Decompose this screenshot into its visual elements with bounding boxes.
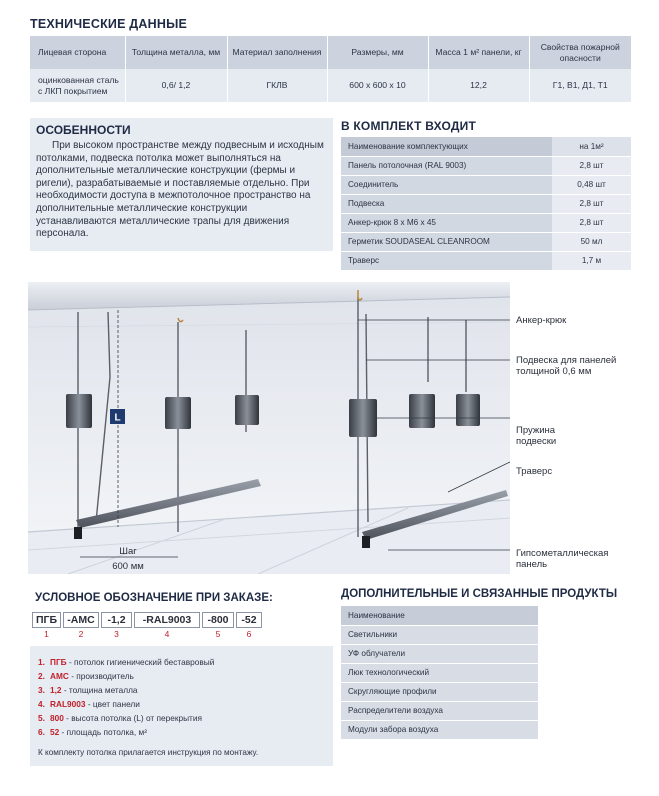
additional-row bbox=[341, 625, 538, 644]
code-number: 5 bbox=[215, 629, 221, 639]
additional-row bbox=[341, 701, 538, 720]
tech-data-row bbox=[30, 69, 631, 102]
spring-4 bbox=[349, 399, 377, 437]
code-cell: -RAL9003 bbox=[134, 612, 200, 628]
spring-5 bbox=[409, 394, 435, 428]
tech-cell: Г1, В1, Д1, Т1 bbox=[529, 69, 631, 102]
kit-row bbox=[341, 156, 631, 175]
additional-products-table bbox=[341, 606, 538, 740]
kit-item-name: Соединитель bbox=[341, 175, 552, 194]
kit-item-name: Подвеска bbox=[341, 194, 552, 213]
kit-item-name: Герметик SOUDASEAL CLEANROOM bbox=[341, 232, 552, 251]
tech-data-table bbox=[30, 36, 631, 102]
tech-header-cell: Размеры, мм bbox=[327, 36, 428, 69]
legend-desc: - площадь потолка, м² bbox=[59, 727, 147, 737]
kit-row bbox=[341, 213, 631, 232]
kit-item-qty: 50 мл bbox=[552, 232, 631, 251]
kit-item-name: Панель потолочная (RAL 9003) bbox=[341, 156, 552, 175]
kit-item-qty: 2,8 шт bbox=[552, 156, 631, 175]
additional-item: УФ облучатели bbox=[341, 644, 538, 663]
kit-header-row bbox=[341, 137, 631, 156]
spring-6 bbox=[456, 394, 480, 426]
tech-header-cell: Лицевая сторона bbox=[30, 36, 125, 69]
kit-item-name: Анкер-крюк 8 х М6 х 45 bbox=[341, 213, 552, 232]
tech-cell: 0,6/ 1,2 bbox=[125, 69, 227, 102]
callout-panel: Гипсометаллическая панель bbox=[516, 548, 609, 570]
code-number: 2 bbox=[78, 629, 84, 639]
additional-header-row bbox=[341, 606, 538, 625]
code-cell: -52 bbox=[236, 612, 262, 628]
additional-item: Светильники bbox=[341, 625, 538, 644]
legend-desc: - высота потолка (L) от перекрытия bbox=[63, 713, 202, 723]
legend-num: 5. bbox=[38, 713, 45, 723]
kit-table bbox=[341, 137, 631, 271]
legend-num: 1. bbox=[38, 657, 45, 667]
height-label: L bbox=[114, 412, 121, 424]
legend-num: 6. bbox=[38, 727, 45, 737]
kit-item-name: Траверс bbox=[341, 251, 552, 270]
callout-traverse: Траверс bbox=[516, 466, 553, 477]
tech-data-title: ТЕХНИЧЕСКИЕ ДАННЫЕ bbox=[30, 17, 188, 31]
additional-item: Люк технологический bbox=[341, 663, 538, 682]
legend-key: ПГБ bbox=[50, 657, 67, 667]
legend-num: 4. bbox=[38, 699, 45, 709]
legend-num: 3. bbox=[38, 685, 45, 695]
legend-key: 1,2 bbox=[50, 685, 62, 695]
additional-header: Наименование bbox=[341, 606, 538, 625]
spring-2 bbox=[165, 397, 191, 429]
legend-item bbox=[38, 657, 214, 667]
ceiling-illustration bbox=[28, 282, 510, 574]
code-number: 3 bbox=[114, 629, 119, 639]
legend-key: АМС bbox=[50, 671, 69, 681]
code-number: 4 bbox=[164, 629, 170, 639]
tech-header-cell: Свойства пожарной опасности bbox=[529, 36, 631, 69]
kit-item-qty: 2,8 шт bbox=[552, 194, 631, 213]
legend-item bbox=[38, 713, 202, 723]
kit-row bbox=[341, 175, 631, 194]
kit-title: В КОМПЛЕКТ ВХОДИТ bbox=[341, 119, 476, 133]
tech-cell: 12,2 bbox=[428, 69, 529, 102]
additional-row bbox=[341, 663, 538, 682]
kit-header-name: Наименование комплектующих bbox=[341, 137, 552, 156]
code-cell: ПГБ bbox=[32, 612, 61, 628]
legend-item bbox=[38, 699, 140, 709]
legend-desc: - цвет панели bbox=[85, 699, 140, 709]
additional-row bbox=[341, 720, 538, 739]
legend-desc: - потолок гигиенический беставрoвый bbox=[66, 657, 215, 667]
additional-products-title: ДОПОЛНИТЕЛЬНЫЕ И СВЯЗАННЫЕ ПРОДУКТЫ bbox=[341, 588, 618, 600]
pitch-label: Шаг bbox=[119, 546, 137, 557]
legend-key: 800 bbox=[50, 713, 64, 723]
code-number: 6 bbox=[246, 629, 252, 639]
pitch-value: 600 мм bbox=[112, 561, 144, 572]
kit-item-qty: 0,48 шт bbox=[552, 175, 631, 194]
tech-cell: оцинкованная сталь с ЛКП покрытием bbox=[30, 69, 125, 102]
legend-item bbox=[38, 727, 147, 737]
tech-cell: 600 х 600 х 10 bbox=[327, 69, 428, 102]
kit-item-qty: 2,8 шт bbox=[552, 213, 631, 232]
kit-header-qty: на 1м² bbox=[552, 137, 631, 156]
kit-row bbox=[341, 232, 631, 251]
rail-clip-1 bbox=[74, 527, 82, 539]
spring-3 bbox=[235, 395, 259, 425]
additional-row bbox=[341, 644, 538, 663]
additional-item: Распределители воздуха bbox=[341, 701, 538, 720]
legend-item bbox=[38, 685, 138, 695]
legend-num: 2. bbox=[38, 671, 45, 681]
kit-row bbox=[341, 251, 631, 270]
order-legend-box bbox=[30, 646, 333, 766]
code-cell: -800 bbox=[202, 612, 234, 628]
legend-key: 52 bbox=[50, 727, 60, 737]
legend-key: RAL9003 bbox=[50, 699, 86, 709]
additional-row bbox=[341, 682, 538, 701]
features-box bbox=[30, 118, 333, 251]
code-cell: -1,2 bbox=[101, 612, 132, 628]
tech-header-cell: Толщина металла, мм bbox=[125, 36, 227, 69]
legend-item bbox=[38, 671, 134, 681]
spring-1 bbox=[66, 394, 92, 428]
callout-spring: Пружина подвески bbox=[516, 425, 557, 447]
code-cell: -АМС bbox=[63, 612, 99, 628]
kit-row bbox=[341, 194, 631, 213]
additional-item: Скругляющие профили bbox=[341, 682, 538, 701]
additional-item: Модули забора воздуха bbox=[341, 720, 538, 739]
legend-desc: - толщина металла bbox=[61, 685, 138, 695]
tech-cell: ГКЛВ bbox=[227, 69, 327, 102]
callout-anchor: Анкер-крюк bbox=[516, 315, 567, 326]
tech-header-cell: Масса 1 м² панели, кг bbox=[428, 36, 529, 69]
features-title: ОСОБЕННОСТИ bbox=[36, 123, 131, 137]
kit-item-qty: 1,7 м bbox=[552, 251, 631, 270]
installation-note: К комплекту потолка прилагается инструкция по монтажу. bbox=[38, 748, 259, 757]
tech-header-cell: Материал заполнения bbox=[227, 36, 327, 69]
order-title: УСЛОВНОЕ ОБОЗНАЧЕНИЕ ПРИ ЗАКАЗЕ: bbox=[35, 592, 273, 604]
features-text: При высоком пространстве между подвесным и исходным потолками, подвеска потолка может выполняться на дополнительные металлические конструкции (фермы и ригели), разрабатываемые и поставляемые отдельно. При необходимости доступа в межпотолочное пространство на дополнительные металлические конструкции устанавливаются металлические трапы для движения персонала. bbox=[36, 140, 324, 240]
code-number: 1 bbox=[44, 629, 49, 639]
legend-desc: - производитель bbox=[68, 671, 134, 681]
callout-hanger: Подвеска для панелей толщиной 0,6 мм bbox=[516, 355, 617, 377]
rail-clip-2 bbox=[362, 536, 370, 548]
tech-header-row bbox=[30, 36, 631, 69]
